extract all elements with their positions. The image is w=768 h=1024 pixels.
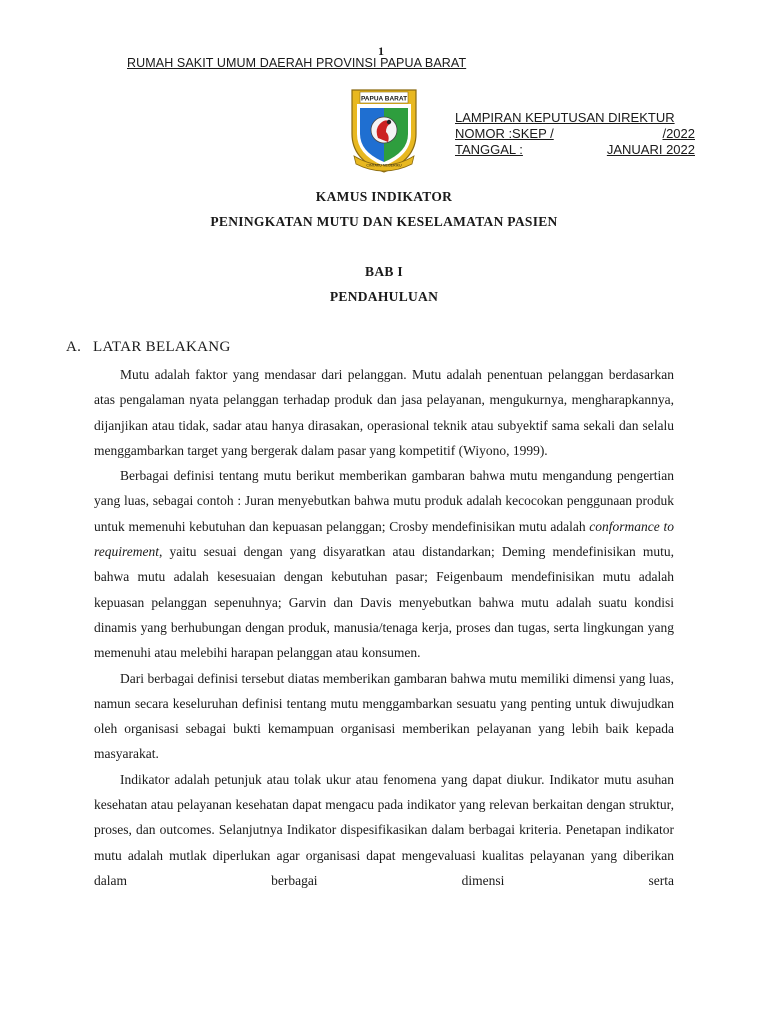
papua-barat-logo: [344, 84, 424, 174]
title-kamus-indikator: KAMUS INDIKATOR: [315, 189, 453, 204]
paragraph-2: [94, 463, 674, 665]
body-text: [94, 362, 674, 893]
logo-banner-text: PAPUA BARAT: [360, 95, 408, 103]
papua-barat-coat-of-arms-icon: [344, 84, 424, 174]
title-peningkatan-mutu: PENINGKATAN MUTU DAN KESELAMATAN PASIEN: [210, 214, 558, 229]
title-pendahuluan: PENDAHULUAN: [329, 289, 439, 304]
lampiran-line-2: [455, 126, 695, 142]
section-letter: A.: [66, 339, 82, 355]
section-title: LATAR BELAKANG: [93, 339, 231, 355]
lampiran-block: [455, 110, 695, 158]
page-number: 1: [378, 44, 384, 58]
paragraph-3: Dari berbagai definisi tersebut diatas memberikan gambaran bahwa mutu memiliki dimensi yang luas, namun secara keseluruhan definisi tentang mutu menggambarkan sesuatu yang penting untuk diwujudkan oleh organisasi sebagai bukti kemampuan organisasi memberikan pelayanan yang lebih baik kepada masyarakat.: [94, 670, 674, 762]
title-bab: BAB I: [365, 264, 403, 279]
tanggal-value: JANUARI 2022: [606, 142, 695, 157]
section-heading: [66, 339, 231, 356]
lampiran-title: LAMPIRAN KEPUTUSAN DIREKTUR: [455, 110, 675, 125]
paragraph-4: Indikator adalah petunjuk atau tolak ukur atau fenomena yang dapat diukur. Indikator mutu asuhan kesehatan atau pelayanan kesehatan dapat mengacu pada indikator yang relevan berkaitan dengan struktur, proses, dan outcomes. Selanjutnya Indikator dispesifikasikan dalam berbagai kriteria. Penetapan indikator mutu adalah mutlak diperlukan agar organisasi dapat mengevaluasi kualitas pelayanan yang diberikan dalam berbagai dimensi serta: [94, 771, 674, 888]
nomor-year: /2022: [662, 126, 695, 141]
hospital-name: RUMAH SAKIT UMUM DAERAH PROVINSI PAPUA BARAT: [127, 56, 467, 70]
tanggal-label: TANGGAL :: [455, 142, 523, 157]
paragraph-2-part-1: Berbagai definisi tentang mutu berikut memberikan gambaran bahwa mutu mengandung pengertian yang luas, sebagai contoh : Juran menyebutkan bahwa mutu produk adalah kecocokan penggunaan produk untuk memenuhi kebutuhan dan kepuasan pelanggan; Crosby mendefinisikan mutu adalah: [94, 468, 674, 534]
nomor-label: NOMOR :SKEP /: [455, 126, 554, 141]
paragraph-1: Mutu adalah faktor yang mendasar dari pelanggan. Mutu adalah penentuan pelanggan berdasarkan atas pengalaman nyata pelanggan terhadap produk dan jasa pelayanan, mengukurnya, mengharapkannya, dijanjikan atau tidak, sadar atau hanya dirasakan, operasional teknik atau subyektif sama sekali dan selalu menggambarkan target yang bergerak dalam pasar yang kompetitif (Wiyono, 1999).: [94, 367, 674, 458]
paragraph-2-part-2: , yaitu sesuai dengan yang disyaratkan atau distandarkan; Deming mendefinisikan mutu, bahwa mutu adalah kesesuaian dengan kebutuhan pasar; Feigenbaum mendefinisikan mutu adalah kepuasan pelanggan sepenuhnya; Garvin dan Davis menyebutkan bahwa mutu adalah suatu kondisi dinamis yang berhubungan dengan produk, manusia/tenaga kerja, proses dan tugas, serta lingkungan yang memenuhi atau melebihi harapan pelanggan atau konsumen.: [94, 544, 674, 661]
lampiran-line-1: [455, 110, 695, 126]
paragraph-2-italic: conformance to requirement: [94, 518, 674, 560]
logo-motto-text: CINTAKU NEGERIKU: [366, 163, 402, 168]
lampiran-line-3: [455, 142, 695, 158]
